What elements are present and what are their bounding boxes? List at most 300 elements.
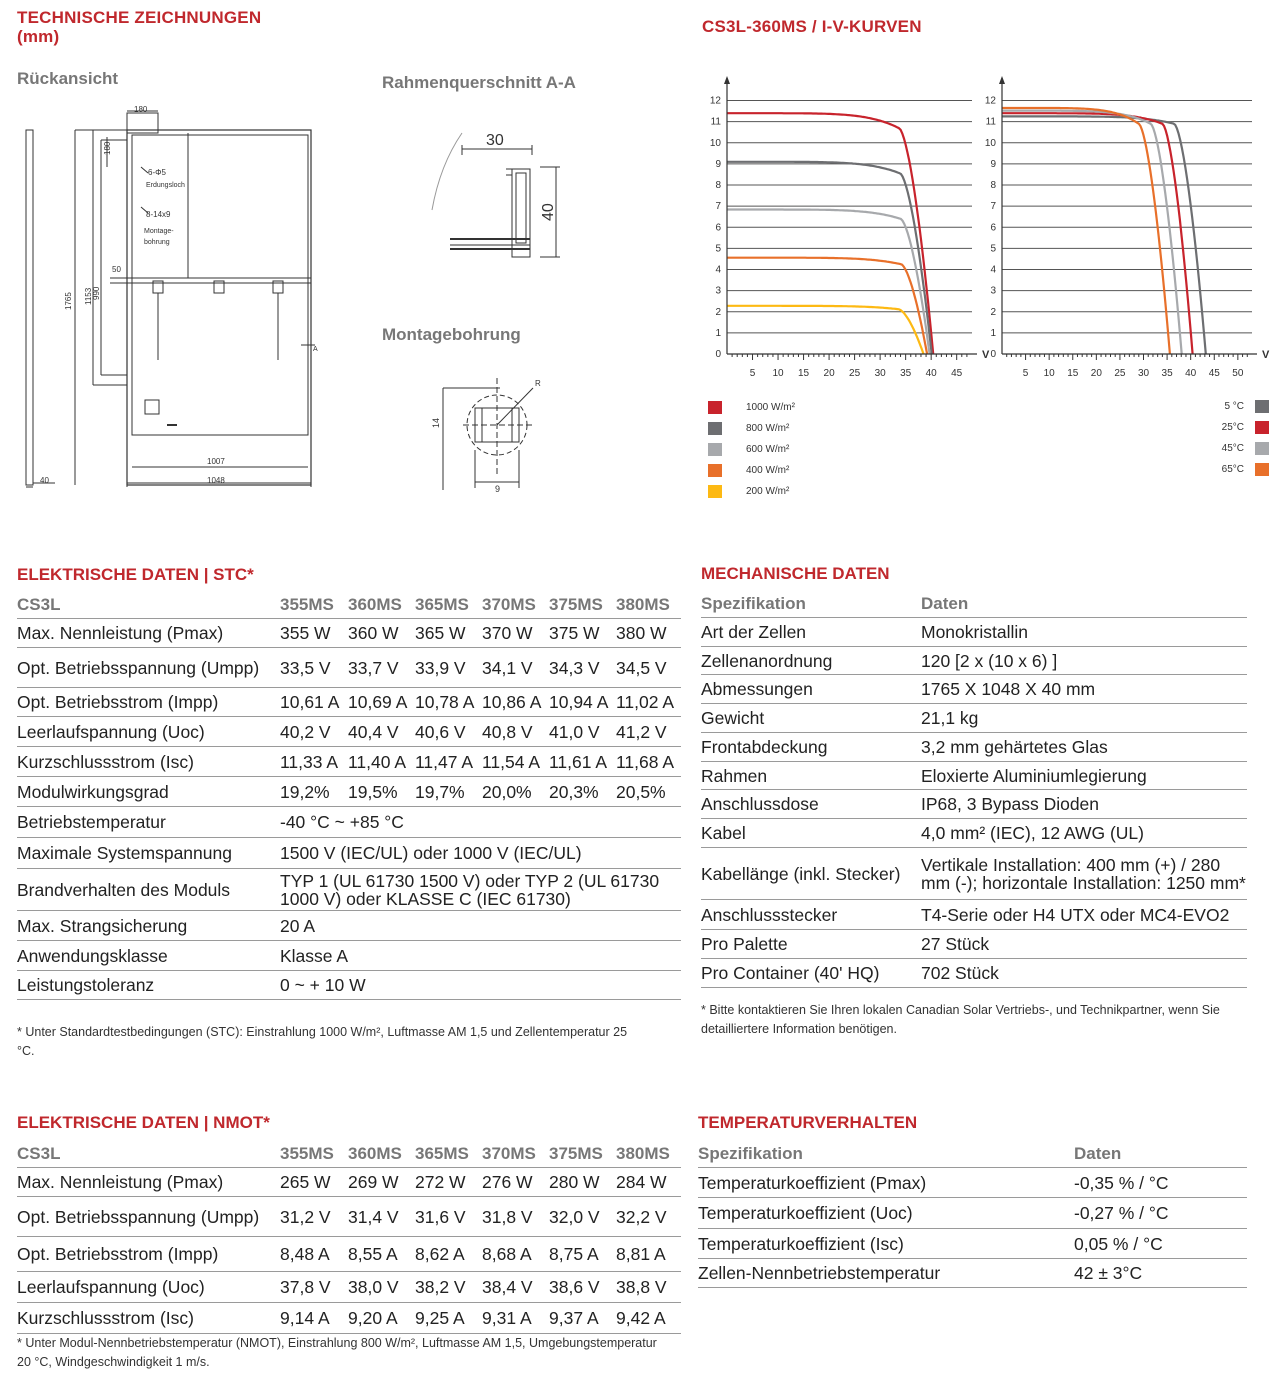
legend-label: 800 W/m² xyxy=(746,423,790,434)
y-tick-label: 1 xyxy=(715,327,721,339)
y-tick-label: 5 xyxy=(990,243,996,255)
y-tick-label: 4 xyxy=(715,264,721,276)
y-tick-label: 9 xyxy=(990,158,996,170)
y-tick-label: 2 xyxy=(990,306,996,318)
table-row xyxy=(701,617,1247,646)
x-tick-label: 25 xyxy=(1114,368,1126,379)
row-value: 41,0 V xyxy=(549,716,616,746)
legend-swatch xyxy=(1255,400,1269,413)
frame-section-drawing xyxy=(420,125,580,270)
row-value: 10,78 A xyxy=(415,687,482,716)
mount-hole-sub1: Montage- xyxy=(144,228,174,235)
y-tick-label: 3 xyxy=(990,285,996,297)
ground-hole-sub: Erdungsloch xyxy=(146,182,185,189)
table-row xyxy=(17,716,681,746)
rear-view-drawing xyxy=(15,95,335,495)
table-row xyxy=(17,1196,681,1236)
row-label: Opt. Betriebsstrom (Impp) xyxy=(17,687,280,716)
row-value: 11,47 A xyxy=(415,746,482,776)
row-value: 8,62 A xyxy=(415,1236,482,1271)
row-value: 19,7% xyxy=(415,776,482,806)
header-variant: 375MS xyxy=(549,1140,616,1167)
row-value: 31,2 V xyxy=(280,1196,348,1236)
stc-note: * Unter Standardtestbedingungen (STC): Einstrahlung 1000 W/m², Luftmasse AM 1,5 und Zellentemperatur 25 °C. xyxy=(17,1025,628,1058)
legend-swatch xyxy=(1255,442,1269,455)
y-tick-label: 7 xyxy=(715,201,721,213)
row-label: Opt. Betriebsspannung (Umpp) xyxy=(17,1196,280,1236)
rear-view-label: Rückansicht xyxy=(17,69,119,88)
x-tick-label: 45 xyxy=(951,368,963,379)
row-value: 272 W xyxy=(415,1167,482,1196)
row-value: 38,2 V xyxy=(415,1271,482,1302)
iv-curve-series xyxy=(727,113,933,354)
table-row xyxy=(17,1302,681,1333)
row-label: Max. Strangsicherung xyxy=(17,910,280,940)
row-value: 34,3 V xyxy=(549,647,616,687)
row-value: IP68, 3 Bypass Dioden xyxy=(921,789,1247,818)
legend-swatch xyxy=(708,485,722,498)
hole-dim-width: 9 xyxy=(495,484,501,494)
header-variant: 360MS xyxy=(348,592,415,618)
y-tick-label: 5 xyxy=(715,243,721,255)
mount-hole-sub2: bohrung xyxy=(144,239,170,246)
row-label: Abmessungen xyxy=(701,674,921,703)
row-value: 20,0% xyxy=(482,776,549,806)
row-label: Leerlaufspannung (Uoc) xyxy=(17,716,280,746)
legend-swatch xyxy=(708,443,722,456)
header-variant: 370MS xyxy=(482,592,549,618)
dim-1153: 1153 xyxy=(84,287,93,305)
dim-1007: 1007 xyxy=(207,457,225,466)
header-variant: 355MS xyxy=(280,592,348,618)
y-tick-label: 1 xyxy=(990,327,996,339)
row-label: Rahmen xyxy=(701,761,921,789)
table-row xyxy=(701,847,1247,899)
row-value: 37,8 V xyxy=(280,1271,348,1302)
x-tick-label: 30 xyxy=(1137,368,1150,379)
table-row xyxy=(701,761,1247,789)
row-value: 0,05 % / °C xyxy=(1074,1228,1247,1258)
row-value: 33,5 V xyxy=(280,647,348,687)
row-value: 20,5% xyxy=(616,776,681,806)
row-label: Max. Nennleistung (Pmax) xyxy=(17,618,280,647)
row-value: 11,02 A xyxy=(616,687,681,716)
legend-item xyxy=(1216,400,1269,413)
row-value: 8,81 A xyxy=(616,1236,681,1271)
row-label: Leistungstoleranz xyxy=(17,970,280,999)
header-variant: 375MS xyxy=(549,592,616,618)
header-variant: 370MS xyxy=(482,1140,549,1167)
header-model: CS3L xyxy=(17,1140,280,1167)
legend-item xyxy=(1216,442,1269,455)
row-value: 269 W xyxy=(348,1167,415,1196)
row-value: 8,68 A xyxy=(482,1236,549,1271)
x-tick-label: 20 xyxy=(1090,368,1102,379)
header-spec: Spezifikation xyxy=(698,1140,1074,1167)
row-label: Zellen-Nennbetriebstemperatur xyxy=(698,1258,1074,1287)
mounting-hole-drawing xyxy=(425,370,565,495)
y-tick-label: 6 xyxy=(990,222,996,234)
legend-swatch xyxy=(708,422,722,435)
frame-dim-width: 30 xyxy=(486,132,504,149)
row-label: Temperaturkoeffizient (Isc) xyxy=(698,1228,1074,1258)
table-row xyxy=(701,703,1247,732)
row-label: Zellenanordnung xyxy=(701,646,921,674)
row-value: 9,37 A xyxy=(549,1302,616,1333)
iv-curve-series xyxy=(727,306,924,354)
row-value: 20,3% xyxy=(549,776,616,806)
legend-label: 400 W/m² xyxy=(746,465,790,476)
legend-label: 45°C xyxy=(1221,443,1244,454)
iv-chart-irradiance xyxy=(700,50,990,385)
header-data: Daten xyxy=(1074,1140,1247,1167)
hole-dim-height: 14 xyxy=(431,417,441,428)
row-value: 38,0 V xyxy=(348,1271,415,1302)
table-row xyxy=(701,929,1247,958)
table-row xyxy=(701,674,1247,703)
nmot-table xyxy=(17,1140,681,1334)
x-tick-label: 15 xyxy=(1067,368,1079,379)
table-row xyxy=(701,646,1247,674)
row-value: 38,4 V xyxy=(482,1271,549,1302)
stc-table xyxy=(17,592,681,1000)
table-row xyxy=(698,1197,1247,1228)
table-row xyxy=(17,837,681,868)
x-tick-label: 35 xyxy=(900,368,912,379)
row-label: Maximale Systemspannung xyxy=(17,837,280,868)
ground-hole-label: 6-Φ5 xyxy=(148,168,166,177)
x-tick-label: 10 xyxy=(772,368,784,379)
mech-table xyxy=(701,591,1247,988)
table-row xyxy=(17,1167,681,1196)
row-label: Max. Nennleistung (Pmax) xyxy=(17,1167,280,1196)
table-row xyxy=(17,806,681,837)
header-variant: 365MS xyxy=(415,592,482,618)
row-label: Temperaturkoeffizient (Uoc) xyxy=(698,1197,1074,1228)
legend-swatch xyxy=(1255,421,1269,434)
stc-title: ELEKTRISCHE DATEN | STC* xyxy=(17,565,254,584)
x-tick-label: 30 xyxy=(874,368,886,379)
hole-radius-label: R xyxy=(535,379,541,388)
row-value: 10,94 A xyxy=(549,687,616,716)
row-label: Modulwirkungsgrad xyxy=(17,776,280,806)
header-data: Daten xyxy=(921,591,1247,617)
x-tick-label: 5 xyxy=(1022,368,1029,379)
row-label: Pro Container (40' HQ) xyxy=(701,958,921,987)
legend-label: 600 W/m² xyxy=(746,444,790,455)
v-unit-label: V xyxy=(982,349,990,361)
legend-label: 25°C xyxy=(1221,422,1244,433)
table-header xyxy=(701,591,1247,617)
row-value: 31,8 V xyxy=(482,1196,549,1236)
row-label: Anschlussstecker xyxy=(701,899,921,929)
iv-curve-series xyxy=(1002,108,1170,354)
row-label: Anwendungsklasse xyxy=(17,940,280,970)
iv-chart-temperature xyxy=(975,50,1275,385)
temp-title: TEMPERATURVERHALTEN xyxy=(698,1113,918,1132)
row-value: -40 °C ~ +85 °C xyxy=(280,806,681,837)
v-unit-label: V xyxy=(1262,349,1270,361)
y-axis-arrow xyxy=(999,76,1005,84)
row-value: Klasse A xyxy=(280,940,681,970)
row-value: 21,1 kg xyxy=(921,703,1247,732)
row-value: -0,35 % / °C xyxy=(1074,1167,1247,1197)
row-value: Eloxierte Aluminiumlegierung xyxy=(921,761,1247,789)
legend-label: 65°C xyxy=(1221,464,1244,475)
table-header xyxy=(17,1140,681,1167)
row-value: 9,14 A xyxy=(280,1302,348,1333)
legend-item xyxy=(1216,463,1269,476)
row-value: 365 W xyxy=(415,618,482,647)
row-value: 0 ~ + 10 W xyxy=(280,970,681,999)
header-variant: 360MS xyxy=(348,1140,415,1167)
row-value: 355 W xyxy=(280,618,348,647)
iv-curve-series xyxy=(1002,113,1193,354)
row-value: 702 Stück xyxy=(921,958,1247,987)
row-value: 40,4 V xyxy=(348,716,415,746)
row-value: 19,2% xyxy=(280,776,348,806)
x-tick-label: 35 xyxy=(1161,368,1173,379)
row-value: 11,33 A xyxy=(280,746,348,776)
row-label: Opt. Betriebsspannung (Umpp) xyxy=(17,647,280,687)
dim-1765: 1765 xyxy=(64,292,73,310)
row-value: 27 Stück xyxy=(921,929,1247,958)
y-tick-label: 10 xyxy=(984,137,996,149)
row-label: Art der Zellen xyxy=(701,617,921,646)
y-tick-label: 9 xyxy=(715,158,721,170)
row-label: Temperaturkoeffizient (Pmax) xyxy=(698,1167,1074,1197)
row-value: 32,0 V xyxy=(549,1196,616,1236)
row-value: 33,9 V xyxy=(415,647,482,687)
table-row xyxy=(17,1236,681,1271)
row-value: 1765 X 1048 X 40 mm xyxy=(921,674,1247,703)
row-value: 370 W xyxy=(482,618,549,647)
row-label: Kurzschlussstrom (Isc) xyxy=(17,746,280,776)
iv-curve-series xyxy=(1002,116,1206,354)
row-value: 1500 V (IEC/UL) oder 1000 V (IEC/UL) xyxy=(280,837,681,868)
row-label: Kabellänge (inkl. Stecker) xyxy=(701,847,921,899)
drawings-title xyxy=(17,8,261,46)
row-value: 8,55 A xyxy=(348,1236,415,1271)
row-value: 11,54 A xyxy=(482,746,549,776)
drawings-title-line2: (mm) xyxy=(17,27,60,46)
dim-990: 990 xyxy=(92,286,101,300)
row-value: 375 W xyxy=(549,618,616,647)
legend-swatch xyxy=(708,401,722,414)
x-tick-label: 15 xyxy=(798,368,810,379)
row-value: 9,20 A xyxy=(348,1302,415,1333)
table-row xyxy=(17,910,681,940)
x-tick-label: 40 xyxy=(1185,368,1197,379)
legend-item xyxy=(708,401,795,414)
row-value: 42 ± 3°C xyxy=(1074,1258,1247,1287)
row-label: Brandverhalten des Moduls xyxy=(17,868,280,910)
row-label: Pro Palette xyxy=(701,929,921,958)
row-value: 4,0 mm² (IEC), 12 AWG (UL) xyxy=(921,818,1247,847)
row-value: 120 [2 x (10 x 6) ] xyxy=(921,646,1247,674)
table-row xyxy=(17,868,681,910)
legend-label: 5 °C xyxy=(1224,401,1244,412)
row-value: 31,4 V xyxy=(348,1196,415,1236)
table-row xyxy=(701,818,1247,847)
row-value: 33,7 V xyxy=(348,647,415,687)
row-label: Gewicht xyxy=(701,703,921,732)
legend-item xyxy=(708,422,789,435)
table-row xyxy=(701,789,1247,818)
table-header xyxy=(698,1140,1247,1167)
table-row xyxy=(701,899,1247,929)
header-variant: 365MS xyxy=(415,1140,482,1167)
header-variant: 380MS xyxy=(616,592,681,618)
row-label: Leerlaufspannung (Uoc) xyxy=(17,1271,280,1302)
y-tick-label: 8 xyxy=(990,180,996,192)
iv-curve-series xyxy=(727,210,930,355)
legend-swatch xyxy=(708,464,722,477)
row-label: Anschlussdose xyxy=(701,789,921,818)
mount-hole-label: 8-14x9 xyxy=(146,210,171,219)
row-value: 9,42 A xyxy=(616,1302,681,1333)
nmot-note: * Unter Modul-Nennbetriebstemperatur (NMOT), Einstrahlung 800 W/m², Luftmasse AM 1,5, Umgebungstemperatur 20 °C, Windgeschwindigkeit 1 m/s. xyxy=(17,1336,657,1369)
row-value: 34,1 V xyxy=(482,647,549,687)
y-tick-label: 6 xyxy=(715,222,721,234)
row-value: 41,2 V xyxy=(616,716,681,746)
y-tick-label: 11 xyxy=(985,116,996,128)
row-value: 32,2 V xyxy=(616,1196,681,1236)
row-value: 284 W xyxy=(616,1167,681,1196)
legend-swatch xyxy=(1255,463,1269,476)
y-tick-label: 10 xyxy=(709,137,721,149)
row-value: 3,2 mm gehärtetes Glas xyxy=(921,732,1247,761)
row-value: 265 W xyxy=(280,1167,348,1196)
x-tick-label: 40 xyxy=(925,368,937,379)
y-tick-label: 2 xyxy=(715,306,721,318)
row-value: -0,27 % / °C xyxy=(1074,1197,1247,1228)
header-variant: 380MS xyxy=(616,1140,681,1167)
row-value: 10,61 A xyxy=(280,687,348,716)
mounting-hole-label: Montagebohrung xyxy=(382,325,521,344)
header-model: CS3L xyxy=(17,592,280,618)
temp-table xyxy=(698,1140,1247,1288)
row-label: Betriebstemperatur xyxy=(17,806,280,837)
row-label: Opt. Betriebsstrom (Impp) xyxy=(17,1236,280,1271)
legend-item xyxy=(708,443,789,456)
y-tick-label: 12 xyxy=(984,95,996,107)
row-value: 40,2 V xyxy=(280,716,348,746)
y-tick-label: 8 xyxy=(715,180,721,192)
table-row xyxy=(17,940,681,970)
row-label: Frontabdeckung xyxy=(701,732,921,761)
x-tick-label: 5 xyxy=(749,368,756,379)
y-tick-label: 3 xyxy=(715,285,721,297)
dim-40: 40 xyxy=(40,476,49,485)
row-value: 8,48 A xyxy=(280,1236,348,1271)
row-value: 11,40 A xyxy=(348,746,415,776)
row-value: 280 W xyxy=(549,1167,616,1196)
y-tick-label: 0 xyxy=(715,349,721,360)
row-value: T4-Serie oder H4 UTX oder MC4-EVO2 xyxy=(921,899,1247,929)
section-a-marker: A xyxy=(313,346,318,353)
header-variant: 355MS xyxy=(280,1140,348,1167)
drawings-title-line1: TECHNISCHE ZEICHNUNGEN xyxy=(17,8,262,27)
dim-180-side: 180 xyxy=(103,141,112,155)
row-value: Vertikale Installation: 400 mm (+) / 280 mm (-); horizontale Installation: 1250 mm* xyxy=(921,847,1247,899)
row-value: 19,5% xyxy=(348,776,415,806)
y-tick-label: 4 xyxy=(990,264,996,276)
row-value: 10,69 A xyxy=(348,687,415,716)
dim-1048: 1048 xyxy=(207,476,225,485)
y-tick-label: 11 xyxy=(710,116,721,128)
table-row xyxy=(17,970,681,999)
x-tick-label: 50 xyxy=(1232,368,1244,379)
table-row xyxy=(17,1271,681,1302)
legend-label: 1000 W/m² xyxy=(746,402,795,413)
table-row xyxy=(698,1258,1247,1287)
row-value: 10,86 A xyxy=(482,687,549,716)
table-row xyxy=(701,958,1247,987)
table-row xyxy=(17,618,681,647)
nmot-title: ELEKTRISCHE DATEN | NMOT* xyxy=(17,1113,270,1132)
y-tick-label: 0 xyxy=(990,349,996,360)
mech-note: * Bitte kontaktieren Sie Ihren lokalen Canadian Solar Vertriebs-, und Technikpartner, wenn Sie detailliertere Information benötigen. xyxy=(701,1003,1220,1036)
iv-title: CS3L-360MS / I-V-KURVEN xyxy=(702,17,922,36)
table-row xyxy=(17,647,681,687)
legend-item xyxy=(708,485,789,498)
dim-180-top: 180 xyxy=(134,105,148,114)
header-spec: Spezifikation xyxy=(701,591,921,617)
frame-dim-height: 40 xyxy=(540,203,557,221)
row-value: 40,8 V xyxy=(482,716,549,746)
table-header xyxy=(17,592,681,618)
row-value: 34,5 V xyxy=(616,647,681,687)
x-tick-label: 10 xyxy=(1043,368,1055,379)
y-axis-arrow xyxy=(724,76,730,84)
y-tick-label: 12 xyxy=(709,95,721,107)
y-tick-label: 7 xyxy=(990,201,996,213)
table-row xyxy=(701,732,1247,761)
mech-title: MECHANISCHE DATEN xyxy=(701,564,890,583)
row-value: 9,25 A xyxy=(415,1302,482,1333)
row-value: 38,8 V xyxy=(616,1271,681,1302)
row-value: 11,68 A xyxy=(616,746,681,776)
table-row xyxy=(698,1228,1247,1258)
row-value: 8,75 A xyxy=(549,1236,616,1271)
side-profile xyxy=(26,130,33,485)
row-value: 380 W xyxy=(616,618,681,647)
table-row xyxy=(17,776,681,806)
row-value: 38,6 V xyxy=(549,1271,616,1302)
table-row xyxy=(17,746,681,776)
frame-section-label: Rahmenquerschnitt A-A xyxy=(382,73,576,92)
x-tick-label: 45 xyxy=(1208,368,1220,379)
row-value: 31,6 V xyxy=(415,1196,482,1236)
legend-item xyxy=(1216,421,1269,434)
row-value: 11,61 A xyxy=(549,746,616,776)
table-row xyxy=(17,687,681,716)
row-value: 360 W xyxy=(348,618,415,647)
row-value: 20 A xyxy=(280,910,681,940)
x-tick-label: 25 xyxy=(849,368,861,379)
x-tick-label: 20 xyxy=(823,368,835,379)
row-value: 9,31 A xyxy=(482,1302,549,1333)
row-value: 40,6 V xyxy=(415,716,482,746)
row-label: Kabel xyxy=(701,818,921,847)
row-label: Kurzschlussstrom (Isc) xyxy=(17,1302,280,1333)
table-row xyxy=(698,1167,1247,1197)
legend-item xyxy=(708,464,789,477)
row-value: 276 W xyxy=(482,1167,549,1196)
row-value: Monokristallin xyxy=(921,617,1247,646)
iv-curve-series xyxy=(1002,111,1182,354)
